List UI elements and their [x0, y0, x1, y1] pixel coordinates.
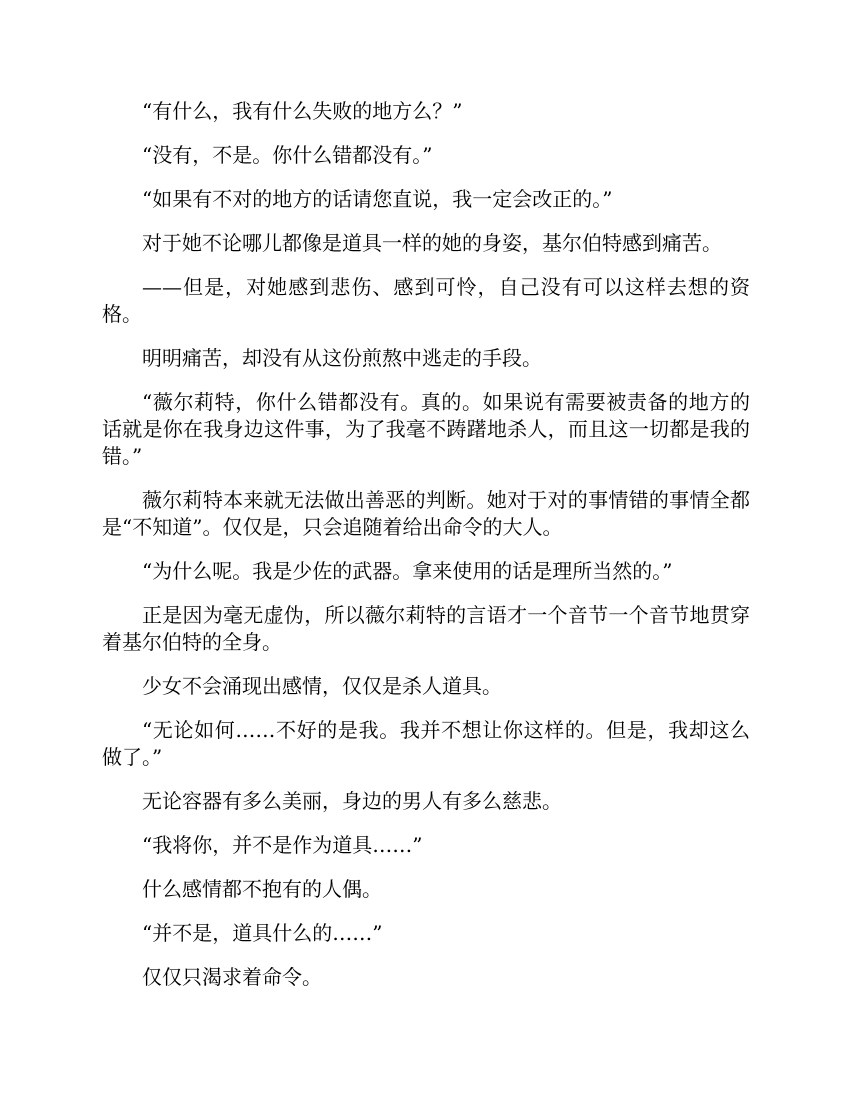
paragraph-3: “如果有不对的地方的话请您直说，我一定会改正的。” — [142, 187, 613, 211]
paragraph-17: 仅仅只渴求着命令。 — [142, 965, 322, 989]
paragraph-15: 什么感情都不抱有的人偶。 — [142, 877, 382, 901]
paragraph-9: “为什么呢。我是少佐的武器。拿来使用的话是理所当然的。” — [142, 559, 673, 583]
paragraph-2: “没有，不是。你什么错都没有。” — [142, 143, 433, 167]
paragraph-6: 明明痛苦，却没有从这份煎熬中逃走的手段。 — [142, 346, 542, 370]
document-body — [102, 98, 750, 1008]
paragraph-7: “薇尔莉特，你什么错都没有。真的。如果说有需要被责备的地方的话就是你在我身边这件事，为了我毫不踌躇地杀人，而且这一切都是我的错。” — [102, 390, 750, 468]
paragraph-10: 正是因为毫无虚伪，所以薇尔莉特的言语才一个音节一个音节地贯穿着基尔伯特的全身。 — [102, 603, 750, 654]
paragraph-14: “我将你，并不是作为道具……” — [142, 833, 423, 857]
paragraph-11: 少女不会涌现出感情，仅仅是杀人道具。 — [142, 674, 502, 698]
paragraph-13: 无论容器有多么美丽，身边的男人有多么慈悲。 — [142, 789, 562, 813]
paragraph-1: “有什么，我有什么失败的地方么？” — [142, 99, 463, 123]
paragraph-16: “并不是，道具什么的……” — [142, 921, 383, 945]
paragraph-5: ——但是，对她感到悲伤、感到可怜，自己没有可以这样去想的资格。 — [102, 275, 750, 326]
paragraph-8: 薇尔莉特本来就无法做出善恶的判断。她对于对的事情错的事情全都是“不知道”。仅仅是，只会追随着给出命令的大人。 — [102, 488, 750, 539]
paragraph-4: 对于她不论哪儿都像是道具一样的她的身姿，基尔伯特感到痛苦。 — [142, 231, 722, 255]
paragraph-12: “无论如何……不好的是我。我并不想让你这样的。但是，我却这么做了。” — [102, 718, 750, 769]
